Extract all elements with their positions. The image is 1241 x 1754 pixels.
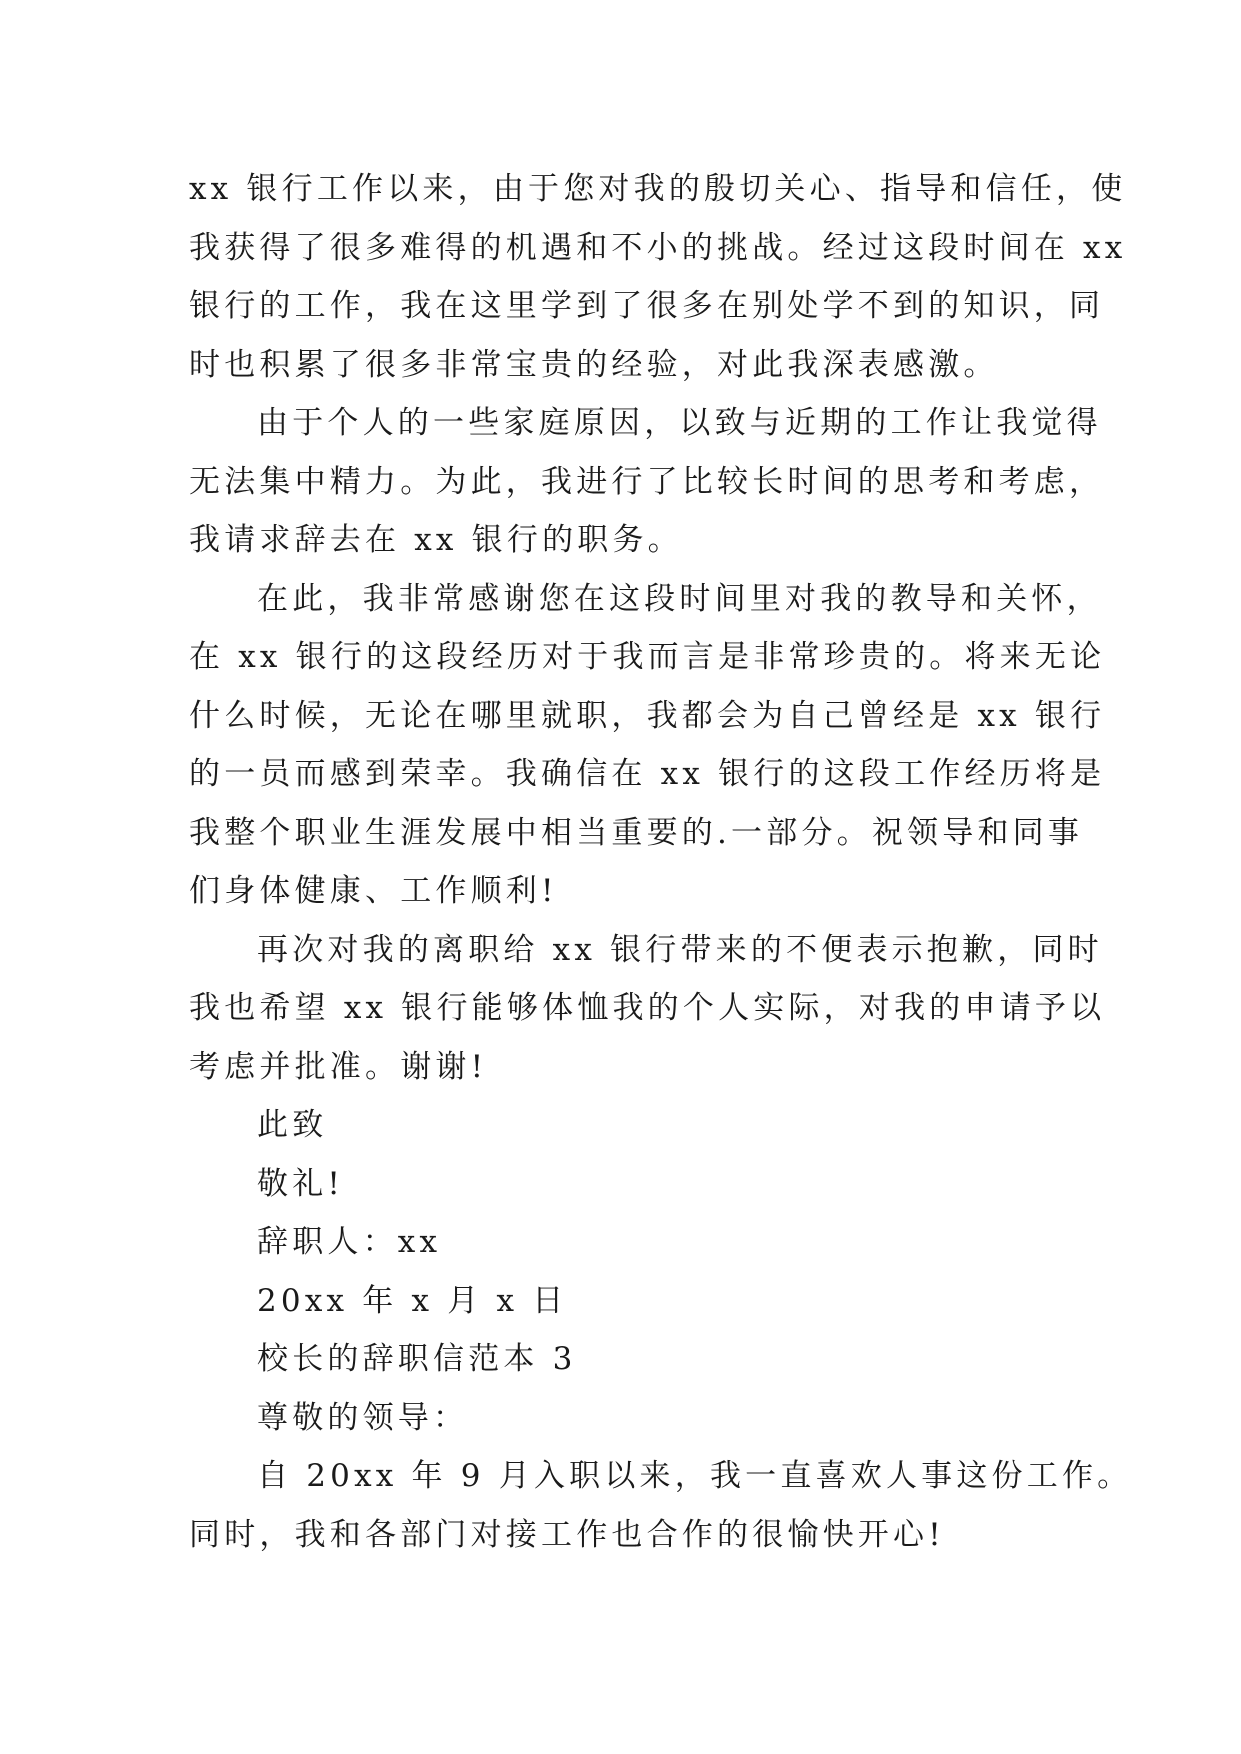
closing-regards: 敬礼! [257,1165,345,1202]
text-line-9: 在 xx 银行的这段经历对于我而言是非常珍贵的。将来无论 [189,639,1106,675]
greeting-line: 尊敬的领导： [257,1399,469,1436]
section-heading: 校长的辞职信范本 3 [257,1341,577,1377]
text-line-5: 由于个人的一些家庭原因，以致与近期的工作让我觉得 [257,405,1102,441]
text-line-23: 自 20xx 年 9 月入职以来，我一直喜欢人事这份工作。 [257,1458,1133,1494]
text-line-14: 再次对我的离职给 xx 银行带来的不便表示抱歉，同时 [257,931,1103,968]
text-line-8: 在此，我非常感谢您在这段时间里对我的教导和关怀， [257,580,1102,617]
text-line-24: 同时，我和各部门对接工作也合作的很愉快开心! [189,1516,945,1553]
text-line-16: 考虑并批准。谢谢! [189,1048,488,1085]
text-line-12: 我整个职业生涯发展中相当重要的.一部分。祝领导和同事 [189,814,1084,851]
closing-salutation: 此致 [257,1107,328,1143]
text-line-4: 时也积累了很多非常宝贵的经验，对此我深表感激。 [189,346,999,383]
text-line-10: 什么时候，无论在哪里就职，我都会为自己曾经是 xx 银行 [189,697,1106,734]
text-line-3: 银行的工作，我在这里学到了很多在别处学不到的知识，同 [189,288,1105,324]
date-line: 20xx 年 x 月 x 日 [257,1282,568,1319]
text-line-7: 我请求辞去在 xx 银行的职务。 [189,522,683,558]
text-line-6: 无法集中精力。为此，我进行了比较长时间的思考和考虑， [189,463,1105,500]
text-line-13: 们身体健康、工作顺利! [189,873,558,909]
letter-body [189,160,1133,1564]
text-line-15: 我也希望 xx 银行能够体恤我的个人实际，对我的申请予以 [189,990,1106,1026]
signature-line: 辞职人：xx [257,1224,442,1260]
text-line-11: 的一员而感到荣幸。我确信在 xx 银行的这段工作经历将是 [189,756,1106,792]
text-line-1: xx 银行工作以来，由于您对我的殷切关心、指导和信任，使 [189,171,1127,207]
text-line-2: 我获得了很多难得的机遇和不小的挑战。经过这段时间在 xx [189,229,1127,266]
